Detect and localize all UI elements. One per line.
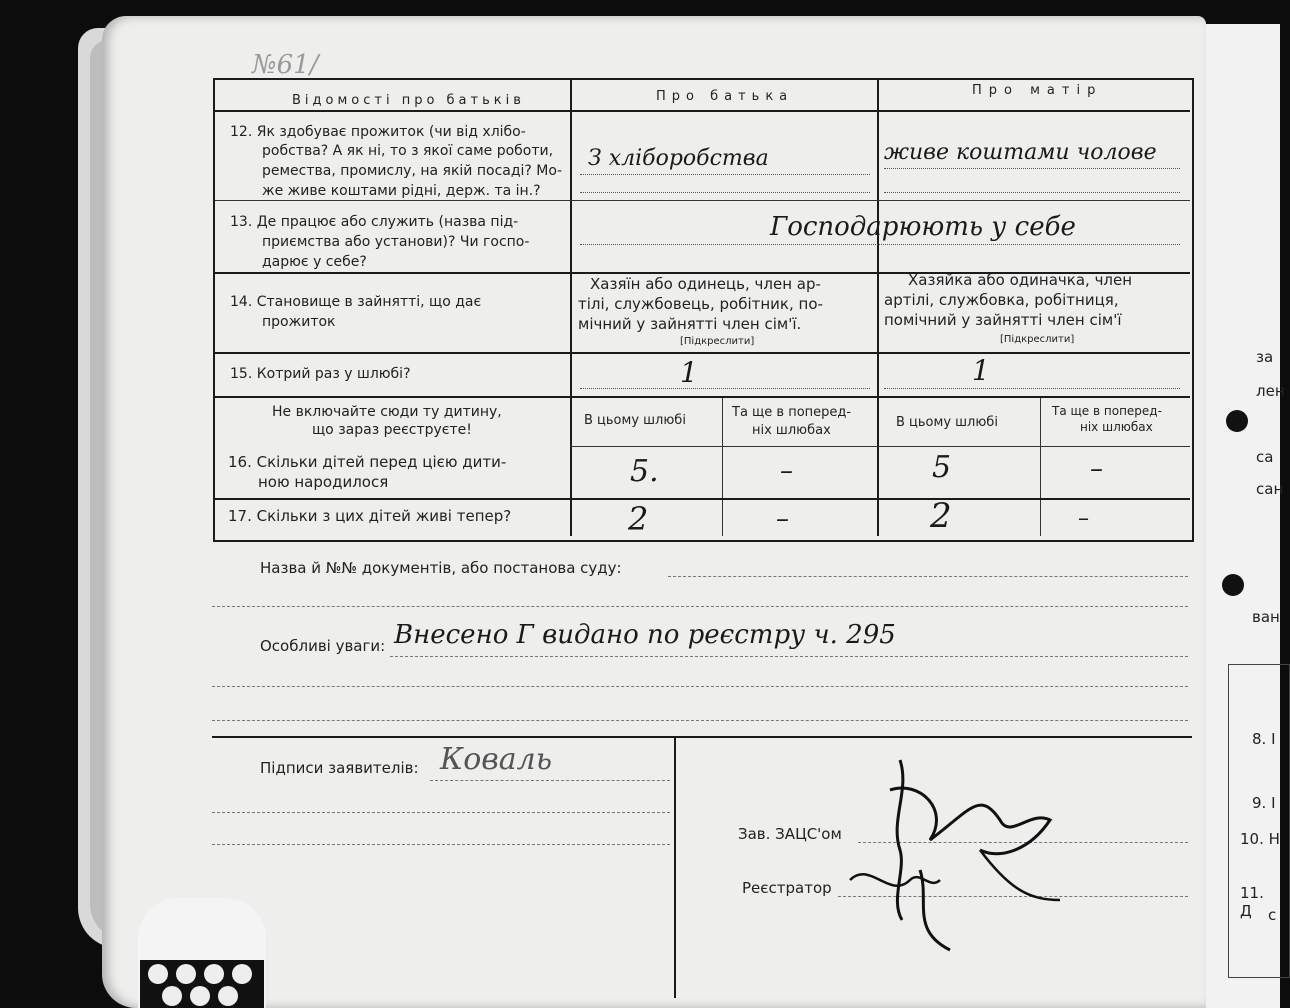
right-page-number: 11. Д — [1240, 884, 1264, 920]
section-divider — [674, 738, 676, 998]
head-signature-mark — [830, 750, 1070, 960]
section-divider — [212, 736, 1192, 738]
row-divider — [215, 498, 1190, 500]
row-divider — [570, 446, 1190, 447]
signature-line — [212, 844, 670, 845]
right-page-number: 9. І — [1252, 794, 1276, 812]
applicant-signature: Коваль — [440, 742, 553, 777]
signature-line — [212, 812, 670, 813]
q17-mother-previous: – — [1078, 506, 1089, 531]
q17-father-this-marriage: 2 — [628, 500, 649, 538]
head-of-registry-label: Зав. ЗАЦС'ом — [738, 825, 842, 843]
answer-line — [580, 192, 870, 193]
documents-label: Назва й №№ документів, або постанова суду: — [260, 559, 622, 577]
q14-father-options: мічний у зайнятті член сім'ї. — [578, 315, 802, 333]
row-divider — [215, 110, 1190, 112]
answer-line — [580, 388, 870, 389]
right-page-text: ван — [1252, 608, 1280, 626]
q12-label: робства? А як ні, то з якої саме роботи, — [262, 143, 554, 159]
q12-label: 12. Як здобуває прожиток (чи від хлібо- — [230, 124, 526, 140]
right-page-number: 8. І — [1252, 730, 1276, 748]
remarks-line — [212, 720, 1188, 721]
subheader-this-marriage: В цьому шлюбі — [584, 413, 686, 428]
q16-mother-this-marriage: 5 — [932, 450, 952, 485]
subheader-this-marriage: В цьому шлюбі — [896, 415, 998, 430]
registrar-label: Реєстратор — [742, 879, 832, 897]
q14-label: прожиток — [262, 314, 336, 330]
q16-mother-previous: – — [1090, 454, 1103, 484]
right-page-table — [1228, 664, 1290, 978]
right-page-text: сан — [1256, 480, 1284, 498]
q14-label: 14. Становище в зайнятті, що дає — [230, 294, 482, 310]
answer-line — [884, 388, 1180, 389]
column-divider — [722, 398, 723, 536]
column-divider — [1040, 398, 1041, 536]
answer-line — [884, 192, 1180, 193]
q12-label: ремества, промислу, на якій посаді? Мо- — [262, 163, 562, 179]
answer-line — [580, 244, 1180, 245]
q17-father-previous: – — [776, 504, 789, 534]
row-divider — [215, 352, 1190, 354]
punch-hole — [1226, 410, 1248, 432]
column-divider — [877, 80, 879, 536]
q14-mother-options: Хазяйка або одиначка, член — [908, 271, 1133, 289]
q16-father-previous: – — [780, 456, 793, 486]
q15-mother-answer: 1 — [972, 354, 990, 387]
q13-label: приємства або установи)? Чи госпо- — [262, 234, 530, 250]
q15-label: 15. Котрий раз у шлюбі? — [230, 366, 411, 382]
archive-sticker-pattern — [140, 960, 264, 1008]
q16-father-this-marriage: 5. — [630, 454, 659, 489]
answer-line — [580, 174, 870, 175]
remarks-value: Внесено Г видано по реєстру ч. 295 — [394, 620, 896, 650]
documents-line — [668, 576, 1188, 577]
applicants-signature-label: Підписи заявителів: — [260, 759, 419, 777]
header-mother: Про матір — [972, 83, 1103, 98]
q14-mother-options: помічний у зайнятті член сім'ї — [884, 311, 1122, 329]
header-father: Про батька — [656, 89, 794, 104]
subheader-previous-marriages: Та ще в поперед- — [732, 405, 852, 420]
underline-hint: [Підкреслити] — [1000, 334, 1075, 345]
q16-label: ною народилося — [258, 473, 389, 491]
remarks-line — [390, 656, 1188, 657]
header-parents-info: Відомості про батьків — [292, 93, 525, 108]
underline-hint: [Підкреслити] — [680, 336, 755, 347]
column-divider — [570, 80, 572, 536]
archive-number-note: №61/ — [252, 50, 319, 80]
punch-hole — [1222, 574, 1244, 596]
exclusion-note: Не включайте сюди ту дитину, — [272, 404, 502, 420]
q16-label: 16. Скільки дітей перед цією дити- — [228, 453, 507, 471]
q12-mother-answer: живе коштами чолове — [884, 140, 1157, 165]
documents-line — [212, 606, 1188, 607]
subheader-previous-marriages: ніх шлюбах — [752, 423, 831, 438]
q13-label: 13. Де працює або служить (назва під- — [230, 214, 519, 230]
right-page-text: са — [1256, 448, 1274, 466]
answer-line — [884, 168, 1180, 169]
remarks-line — [212, 686, 1188, 687]
exclusion-note: що зараз реєструєте! — [312, 422, 472, 438]
q13-answer: Господарюють у себе — [770, 212, 1076, 242]
q12-label: же живе коштами рідні, держ. та ін.? — [262, 183, 541, 199]
q14-mother-options: артілі, службовка, робітниця, — [884, 291, 1119, 309]
q17-mother-this-marriage: 2 — [930, 496, 952, 536]
q13-label: дарює у себе? — [262, 254, 367, 270]
q12-father-answer: З хліборобства — [588, 146, 769, 171]
q14-father-options: Хазяїн або одинець, член ар- — [590, 275, 821, 293]
row-divider — [215, 396, 1190, 398]
subheader-previous-marriages: ніх шлюбах — [1080, 420, 1153, 434]
q14-father-options: тілі, службовець, робітник, по- — [578, 295, 823, 313]
subheader-previous-marriages: Та ще в поперед- — [1052, 404, 1162, 418]
remarks-label: Особливі уваги: — [260, 637, 386, 655]
right-page-text: за — [1256, 348, 1274, 366]
signature-line — [430, 780, 670, 781]
q15-father-answer: 1 — [680, 356, 698, 389]
right-page-number: с — [1268, 906, 1277, 924]
q17-label: 17. Скільки з цих дітей живі тепер? — [228, 507, 512, 525]
right-page-text: лен — [1256, 382, 1285, 400]
right-page-number: 10. Н — [1240, 830, 1280, 848]
